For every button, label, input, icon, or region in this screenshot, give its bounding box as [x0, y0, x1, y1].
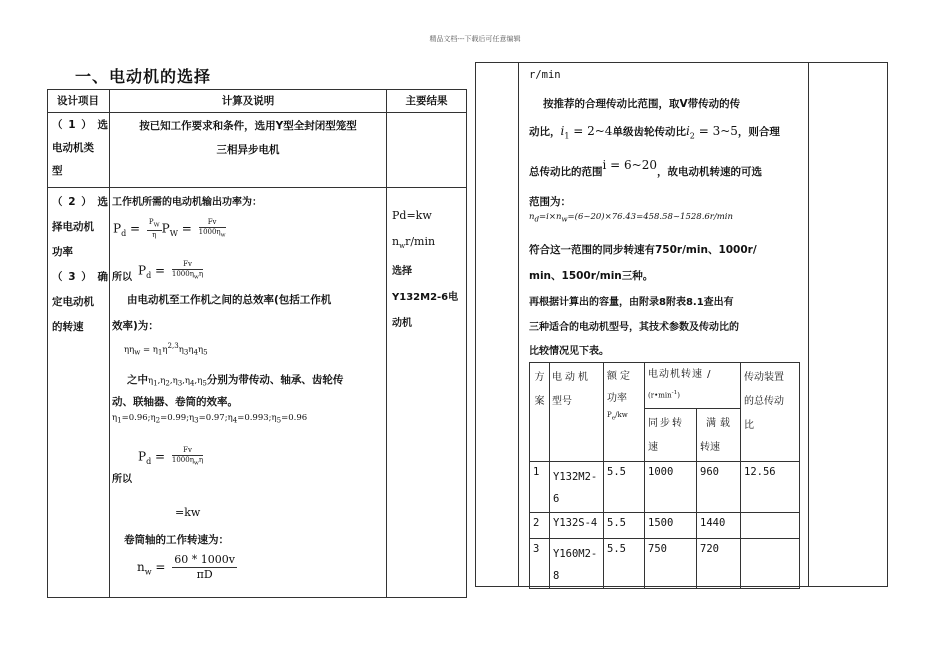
- section-title: 一、电动机的选择: [75, 67, 212, 86]
- drum-speed-label: 卷筒轴的工作转速为：: [124, 534, 229, 546]
- motor-para-line-1: 再根据计算出的容量，由附录8附表8.1查出有: [529, 297, 734, 308]
- ratio-para-line-1: 按推荐的合理传动比范围，取V带传动的传: [543, 98, 741, 110]
- row-no: 3: [533, 543, 540, 555]
- ratio-para-line-2: 动比，$i_1$ = 2~4单级齿轮传动比$i_2$ = 3~5，则合理: [529, 124, 780, 141]
- speed-range-formula: $n_d=i\times n_w=(6\sim 20)\times 76.43=458.58\sim 1528.6r/\min$: [529, 212, 733, 224]
- row-power: 5.5: [607, 466, 626, 478]
- row-power: 5.5: [607, 517, 626, 529]
- so-label-2: 所以: [112, 474, 132, 485]
- sync-speed-line-1: 符合这一范围的同步转速有750r/min、1000r/: [529, 244, 757, 256]
- formula-pd-3: $P_d$ = $\frac{Fv}{1000\eta_w\eta}$: [138, 446, 204, 467]
- rmin-top: r/min: [529, 69, 561, 81]
- row1-calc: 按已知工作要求和条件，选用Y型全封闭型笼型 三相异步电机: [139, 120, 357, 156]
- formula-nw: $n_w$ = $\frac{60 * 1000v}{\pi D}$: [137, 553, 235, 581]
- power-intro: 工作机所需的电动机输出功率为：: [112, 197, 262, 208]
- formula-pd-2: $P_d$ = $\frac{Fv}{1000\eta_w\eta}$: [138, 260, 204, 281]
- row-power: 5.5: [607, 543, 626, 555]
- page-header: 精品文档---下载后可任意编辑: [429, 35, 521, 43]
- row-sync: 750: [648, 543, 667, 555]
- row-sync: 1500: [648, 517, 674, 529]
- row-no: 2: [533, 517, 540, 529]
- row-model: Y132M2- 6: [553, 471, 598, 505]
- col-scheme: 方 案: [534, 372, 545, 407]
- col-motor-speed: 电动机转速 / $(r•\min^{-1})$: [648, 369, 712, 400]
- row-full: 720: [700, 543, 719, 555]
- col-power: 额定 功率 $P_e/kw$: [607, 371, 633, 422]
- row1-item: （1）选 电动机类 型: [52, 119, 108, 177]
- header-design-item: 设计项目: [57, 95, 99, 107]
- row2-results: Pd=kw $n_wr/\min$ 选择 Y132M2-6电 动机: [392, 209, 459, 330]
- ratio-para-line-3: 总传动比的范围i = 6~20，故电动机转速的可选: [529, 158, 762, 178]
- efficiency-line-1: 由电动机至工作机之间的总效率(包括工作机: [127, 294, 332, 306]
- row-model: Y132S-4: [553, 517, 598, 529]
- col-full-load-speed: 满载 转速: [700, 418, 734, 453]
- row-full: 1440: [700, 517, 726, 529]
- row-model: Y160M2- 8: [553, 548, 598, 582]
- efficiency-line-2: 效率)为：: [112, 320, 159, 332]
- row-no: 1: [533, 466, 540, 478]
- efficiency-formula: $\eta\eta_w = \eta_1\eta^{2,3}\eta_3\eta_4\eta_5$: [124, 341, 208, 357]
- so-label-1: 所以: [112, 272, 132, 283]
- header-calculation: 计算及说明: [221, 95, 275, 107]
- header-result: 主要结果: [405, 95, 448, 107]
- efficiency-where-line-2: 动、联轴器、卷筒的效率。: [112, 396, 238, 408]
- row-full: 960: [700, 466, 719, 478]
- efficiency-values: $\eta_1=0.96;\eta_2=0.99;\eta_3=0.97;\eta_4=0.993;\eta_5=0.96$: [112, 413, 308, 425]
- formula-pd-1: $P_d$ = $\frac{P_W}{\eta}$ $P_W$ = $\frac{Fv}{1000\eta_w}$: [113, 218, 226, 240]
- col-total-ratio: 传动装置 的总传动 比: [744, 372, 784, 431]
- motor-para-line-2: 三种适合的电动机型号，其技术参数及传动比的: [529, 322, 739, 333]
- sync-speed-line-2: min、1500r/min三种。: [529, 270, 654, 282]
- row-sync: 1000: [648, 466, 674, 478]
- motor-para-line-3: 比较情况见下表。: [529, 346, 609, 357]
- row2-item: （2）选 择电动机 功率 （3）确 定电动机 的转速: [52, 196, 108, 333]
- col-model: 电动机 型号: [552, 372, 591, 407]
- row-ratio: 12.56: [744, 466, 776, 478]
- pd-result-kw: =kw: [175, 506, 201, 519]
- col-sync-speed: 同步转 速: [648, 418, 684, 453]
- efficiency-where-line: 之中$\eta_1,\eta_2,\eta_3,\eta_4,\eta_5$分别为带传动、轴承、齿轮传: [127, 374, 344, 388]
- ratio-para-line-4: 范围为：: [529, 196, 571, 208]
